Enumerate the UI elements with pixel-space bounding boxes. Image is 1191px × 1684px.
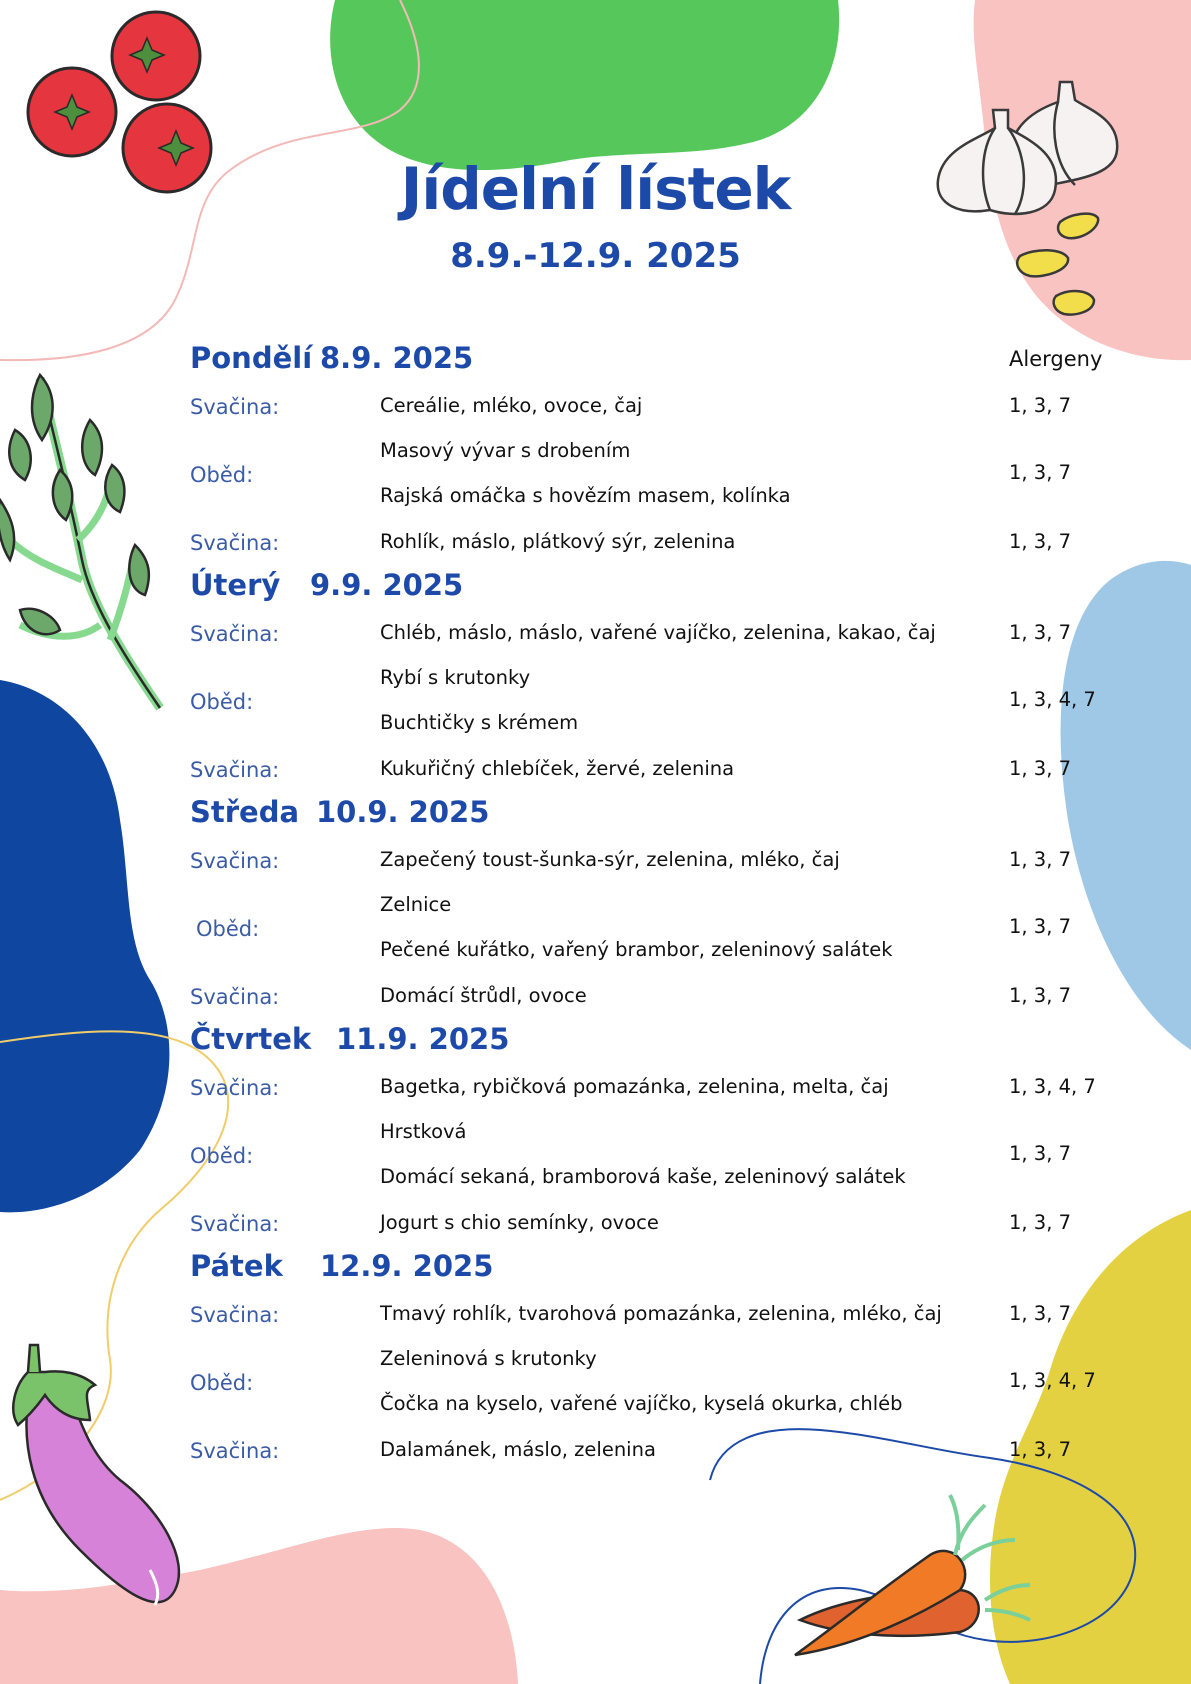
allergen-codes: 1, 3, 7: [1009, 757, 1072, 780]
allergens-column-header: Alergeny: [1009, 347, 1103, 371]
snack-label: Svačina:: [190, 758, 280, 782]
allergen-codes: 1, 3, 7: [1009, 1142, 1072, 1165]
main-course-item: Domácí sekaná, bramborová kaše, zeleninový salátek: [380, 1165, 906, 1188]
soup-item: Zeleninová s krutonky: [380, 1347, 597, 1370]
day-name: Čtvrtek: [190, 1022, 312, 1056]
soup-item: Zelnice: [380, 893, 452, 916]
snack-item: Jogurt s chio semínky, ovoce: [380, 1211, 659, 1234]
lunch-label: Oběd:: [190, 463, 254, 487]
day-date: 12.9. 2025: [320, 1249, 494, 1283]
allergen-codes: 1, 3, 4, 7: [1009, 1075, 1096, 1098]
day-name: Pondělí: [190, 341, 313, 375]
allergen-codes: 1, 3, 7: [1009, 621, 1072, 644]
snack-label: Svačina:: [190, 849, 280, 873]
day-date: 10.9. 2025: [316, 795, 490, 829]
snack-label: Svačina:: [190, 622, 280, 646]
dill-icon: [0, 375, 160, 708]
snack-label: Svačina:: [190, 1212, 280, 1236]
main-course-item: Pečené kuřátko, vařený brambor, zeleninový salátek: [380, 938, 893, 961]
page-title: Jídelní lístek: [400, 155, 791, 223]
snack-item: Dalamánek, máslo, zelenina: [380, 1438, 656, 1461]
green-blob: [330, 0, 839, 170]
lunch-label: Oběd:: [190, 1371, 254, 1395]
allergen-codes: 1, 3, 4, 7: [1009, 688, 1096, 711]
allergen-codes: 1, 3, 7: [1009, 1438, 1072, 1461]
snack-item: Bagetka, rybičková pomazánka, zelenina, melta, čaj: [380, 1075, 889, 1098]
day-date: 8.9. 2025: [320, 341, 474, 375]
light-blue-blob: [1061, 561, 1191, 1050]
snack-item: Cereálie, mléko, ovoce, čaj: [380, 394, 643, 417]
eggplant-icon: [13, 1345, 179, 1605]
day-name: Pátek: [190, 1249, 283, 1283]
lunch-label: Oběd:: [190, 1144, 254, 1168]
allergen-codes: 1, 3, 4, 7: [1009, 1369, 1096, 1392]
snack-item: Kukuřičný chlebíček, žervé, zelenina: [380, 757, 735, 780]
snack-label: Svačina:: [190, 1439, 280, 1463]
day-name: Úterý: [190, 568, 281, 602]
snack-item: Rohlík, máslo, plátkový sýr, zelenina: [380, 530, 736, 553]
snack-label: Svačina:: [190, 985, 280, 1009]
snack-item: Domácí štrůdl, ovoce: [380, 984, 587, 1007]
main-course-item: Rajská omáčka s hovězím masem, kolínka: [380, 484, 791, 507]
date-range: 8.9.-12.9. 2025: [450, 236, 741, 276]
allergen-codes: 1, 3, 7: [1009, 1211, 1072, 1234]
snack-label: Svačina:: [190, 1076, 280, 1100]
snack-item: Chléb, máslo, máslo, vařené vajíčko, zelenina, kakao, čaj: [380, 621, 936, 644]
allergen-codes: 1, 3, 7: [1009, 394, 1072, 417]
allergen-codes: 1, 3, 7: [1009, 530, 1072, 553]
snack-label: Svačina:: [190, 1303, 280, 1327]
soup-item: Masový vývar s drobením: [380, 439, 631, 462]
allergen-codes: 1, 3, 7: [1009, 1302, 1072, 1325]
allergen-codes: 1, 3, 7: [1009, 848, 1072, 871]
dark-blue-blob: [0, 680, 169, 1212]
pink-blob-bottom-left: [0, 1528, 518, 1684]
day-date: 9.9. 2025: [310, 568, 464, 602]
day-name: Středa: [190, 795, 300, 829]
snack-label: Svačina:: [190, 395, 280, 419]
lunch-label: Oběd:: [196, 917, 260, 941]
snack-item: Tmavý rohlík, tvarohová pomazánka, zelenina, mléko, čaj: [380, 1302, 942, 1325]
snack-item: Zapečený toust-šunka-sýr, zelenina, mléko, čaj: [380, 848, 840, 871]
soup-item: Hrstková: [380, 1120, 467, 1143]
lunch-label: Oběd:: [190, 690, 254, 714]
snack-label: Svačina:: [190, 531, 280, 555]
allergen-codes: 1, 3, 7: [1009, 461, 1072, 484]
main-course-item: Buchtičky s krémem: [380, 711, 579, 734]
day-date: 11.9. 2025: [336, 1022, 510, 1056]
allergen-codes: 1, 3, 7: [1009, 915, 1072, 938]
main-course-item: Čočka na kyselo, vařené vajíčko, kyselá okurka, chléb: [380, 1392, 903, 1415]
allergen-codes: 1, 3, 7: [1009, 984, 1072, 1007]
soup-item: Rybí s krutonky: [380, 666, 531, 689]
